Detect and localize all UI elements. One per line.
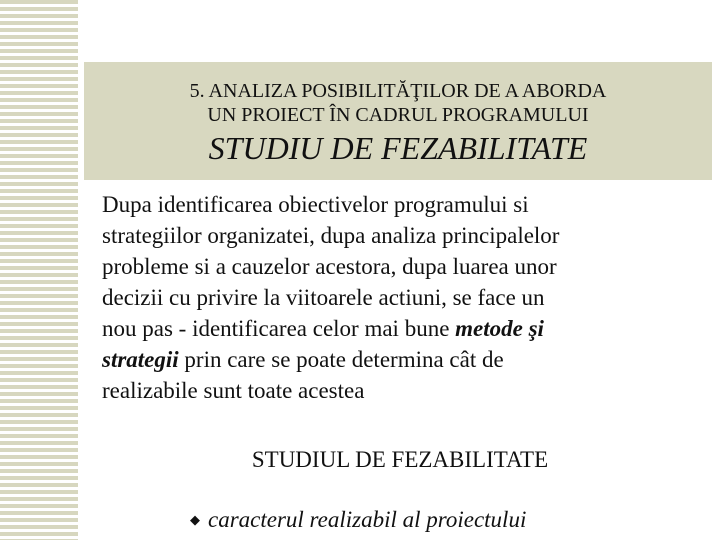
bullet-text: caracterul realizabil al proiectului xyxy=(208,507,527,532)
paragraph-line: Dupa identificarea obiectivelor programului si xyxy=(102,192,529,217)
slide-main-title: STUDIU DE FEZABILITATE xyxy=(208,130,588,166)
slide-title-line-2: UN PROIECT ÎN CADRUL PROGRAMULUI xyxy=(207,104,589,126)
paragraph-line: decizii cu privire la viitoarele actiuni, se face un xyxy=(102,285,545,310)
paragraph-line: strategiilor organizatei, dupa analiza principalelor xyxy=(102,223,560,248)
body-paragraph xyxy=(102,189,702,406)
paragraph-line xyxy=(102,344,702,375)
decorative-stripes xyxy=(0,0,78,540)
paragraph-text: nou pas - identificarea celor mai bune xyxy=(102,316,456,341)
paragraph-line: realizabile sunt toate acestea xyxy=(102,378,365,403)
section-subheading: STUDIUL DE FEZABILITATE xyxy=(251,447,549,472)
paragraph-line: probleme si a cauzelor acestora, dupa luarea unor xyxy=(102,254,557,279)
slide-title-line-1: 5. ANALIZA POSIBILITĂŢILOR DE A ABORDA xyxy=(189,80,607,102)
bullet-item xyxy=(190,505,526,535)
paragraph-line xyxy=(102,313,702,344)
emphasis-strategies: strategii xyxy=(102,347,179,372)
diamond-bullet-icon: ◆ xyxy=(190,512,200,527)
paragraph-text: prin care se poate determina cât de xyxy=(178,347,504,372)
emphasis-methods: metode şi xyxy=(455,316,544,341)
